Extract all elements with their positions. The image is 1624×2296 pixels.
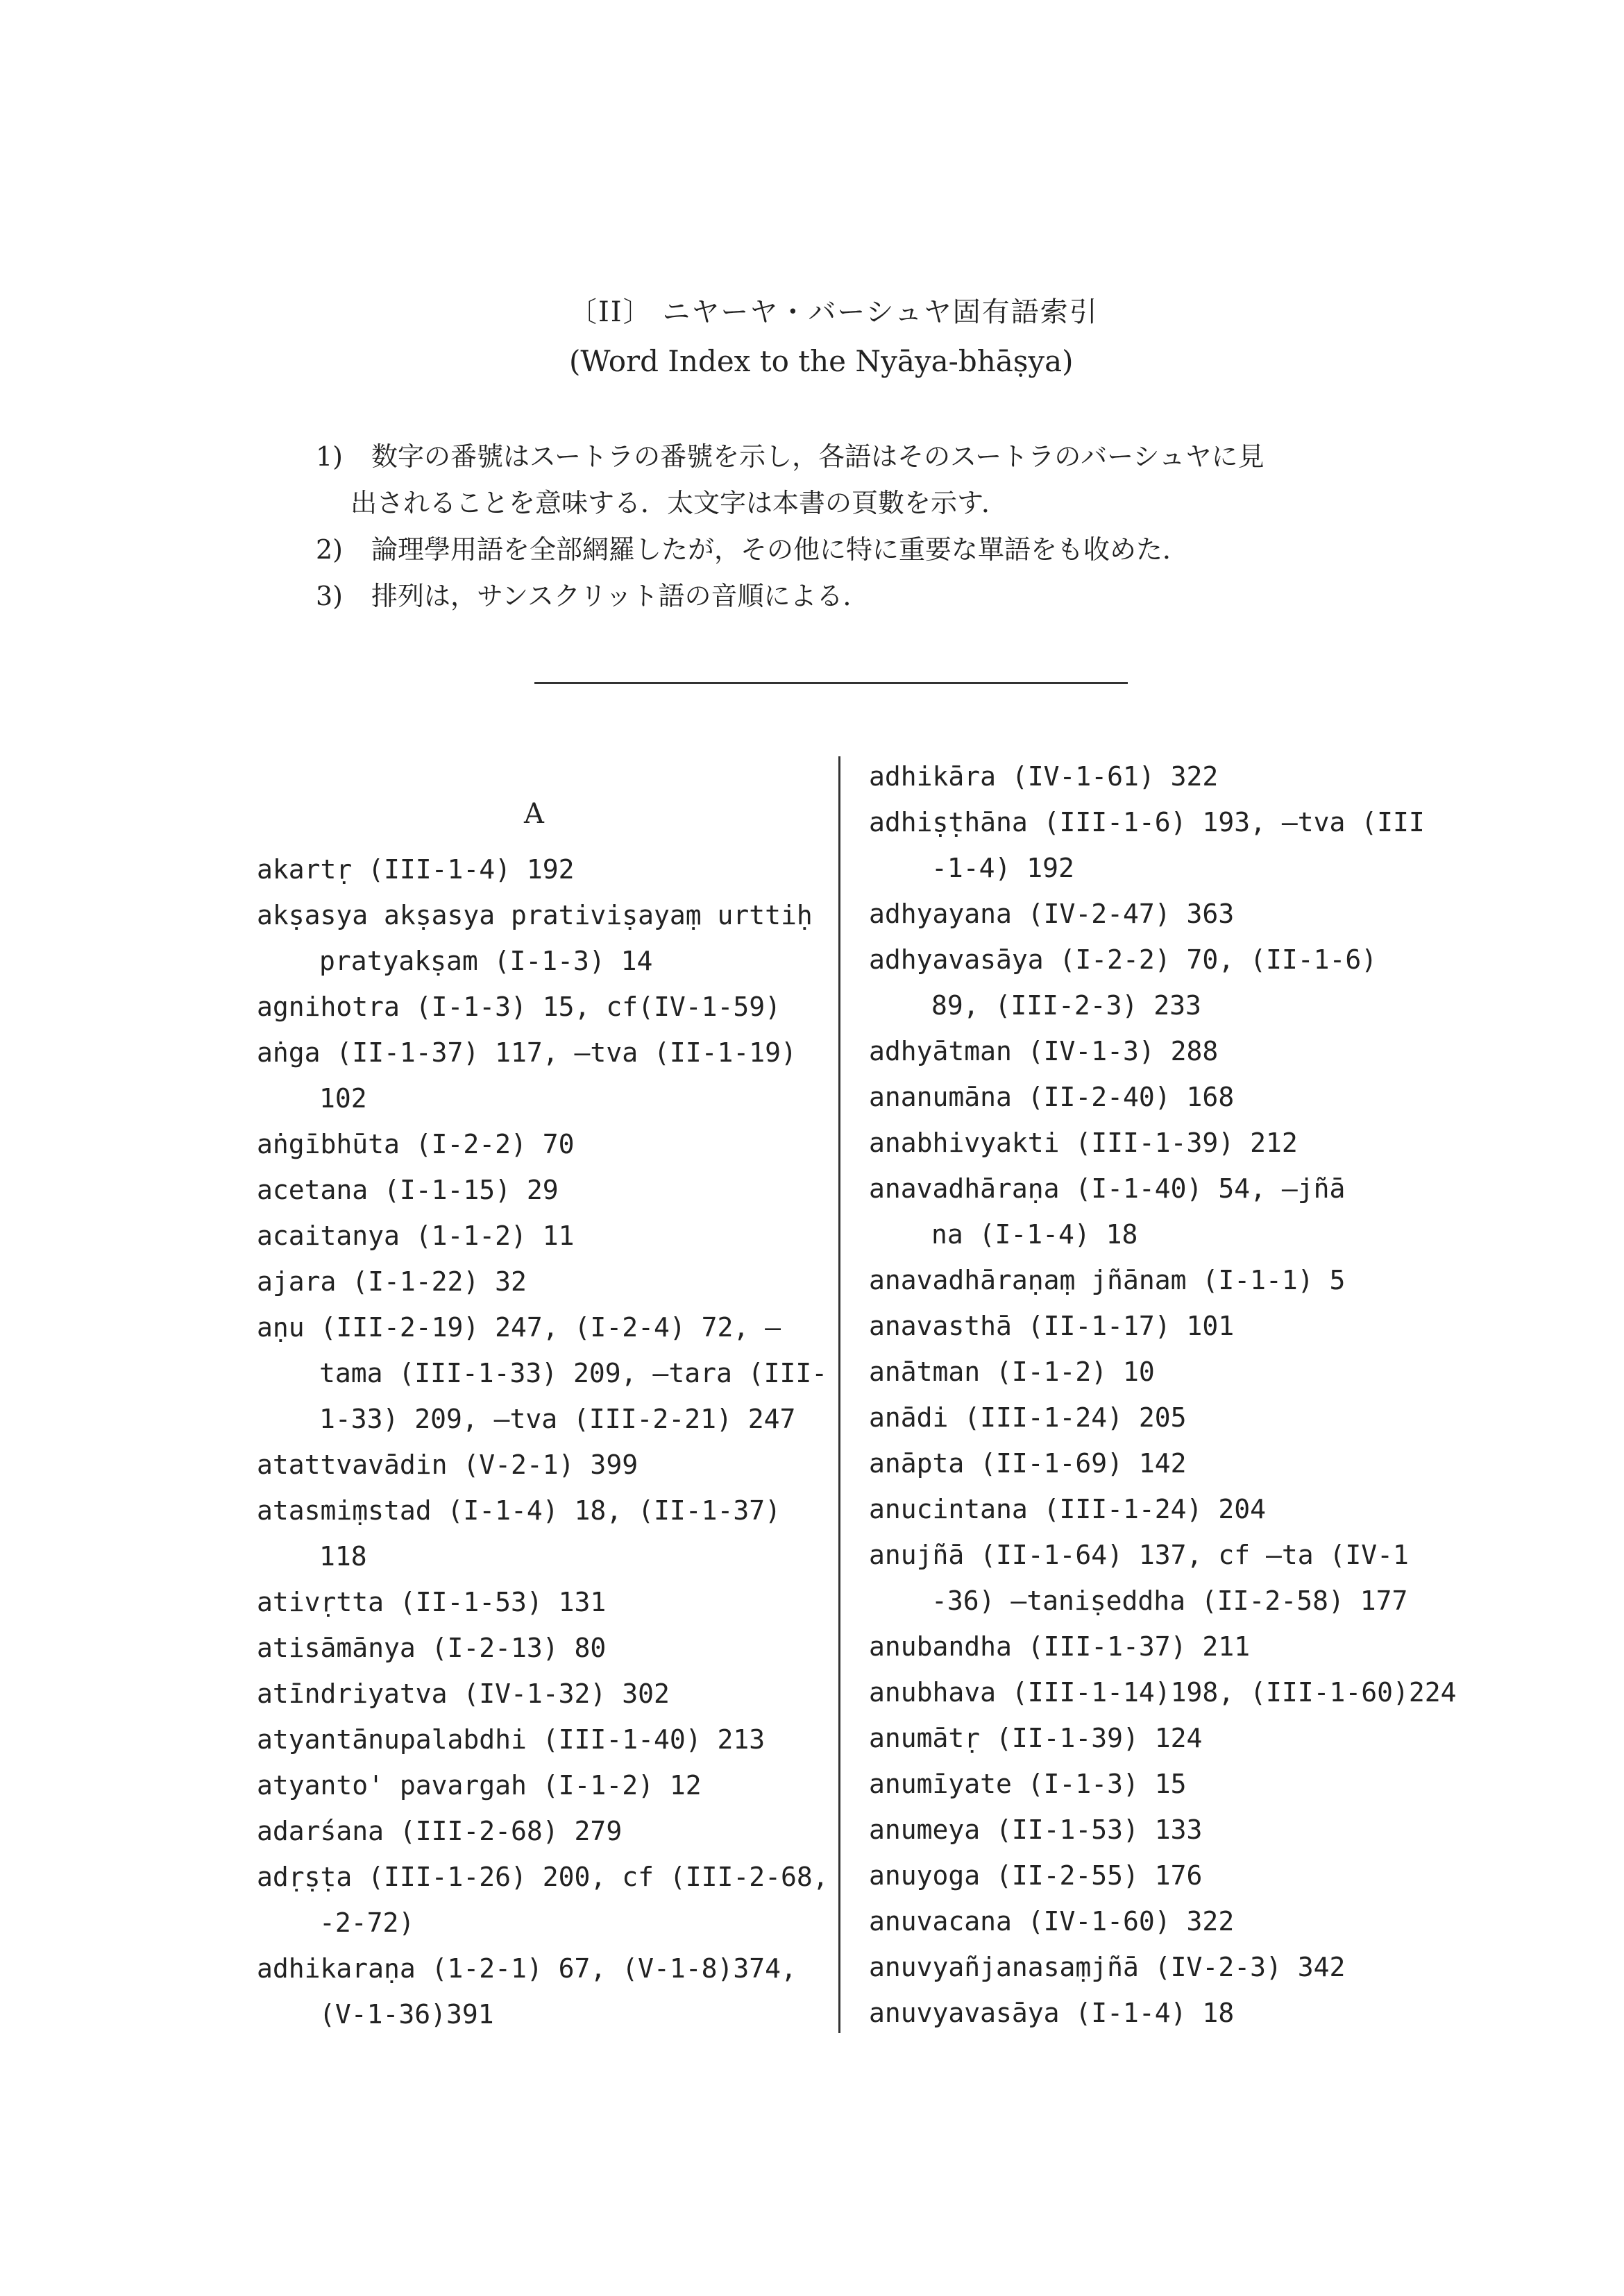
index-entry-line: (V-1-36)391 xyxy=(319,1999,494,2030)
note-text: 論理學用語を全部網羅したが，その他に特に重要な單語をも收めた． xyxy=(371,534,1190,565)
index-entry xyxy=(869,1898,1445,1944)
index-entry-line: atasmiṃstad (I-1-4) 18, (II-1-37) xyxy=(257,1495,781,1526)
index-entry xyxy=(869,1395,1445,1440)
index-entry-line: acetana (I-1-15) 29 xyxy=(257,1175,559,1205)
index-entry-line: adhyayana (IV-2-47) 363 xyxy=(869,899,1235,929)
index-entry-line: -1-4) 192 xyxy=(931,853,1074,883)
index-entry xyxy=(869,1761,1445,1807)
index-entry-line: atīndriyatva (IV-1-32) 302 xyxy=(257,1678,670,1709)
index-entry-line: adhikāra (IV-1-61) 322 xyxy=(869,761,1219,792)
index-entry xyxy=(257,1808,819,1854)
index-entry-line: ativṛtta (II-1-53) 131 xyxy=(257,1587,607,1617)
index-entry-line: acaitanya (1-1-2) 11 xyxy=(257,1221,575,1251)
note-number: 1) xyxy=(316,441,344,472)
index-entry-line: anavadhāraṇaṃ jñānam (I-1-1) 5 xyxy=(869,1265,1346,1295)
index-entry-line: tama (III-1-33) 209, —tara (III- xyxy=(319,1358,828,1388)
index-entry xyxy=(869,799,1445,891)
section-letter: A xyxy=(524,798,544,830)
index-entry xyxy=(869,1532,1445,1624)
index-entry xyxy=(869,1807,1445,1853)
note-line xyxy=(316,480,1440,527)
index-entry-line: anāpta (II-1-69) 142 xyxy=(869,1448,1187,1479)
index-entry-line: -2-72) xyxy=(319,1907,415,1938)
index-entry xyxy=(257,847,819,892)
index-entry-line: anātman (I-1-2) 10 xyxy=(869,1357,1155,1387)
explanatory-notes xyxy=(316,434,1440,620)
index-entry xyxy=(257,1717,819,1762)
index-entry-line: atattvavādin (V-2-1) 399 xyxy=(257,1449,638,1480)
index-entry xyxy=(257,1304,828,1442)
note-text: 数字の番號はスートラの番號を示し，各語はそのスートラのバーシュヤに見 xyxy=(371,441,1264,472)
index-entry xyxy=(869,1074,1445,1120)
index-entry-line: aṇu (III-2-19) 247, (I-2-4) 72, — xyxy=(257,1312,781,1343)
index-entry xyxy=(869,1166,1445,1257)
index-entry xyxy=(257,1167,819,1213)
index-entry-line: akṣasya akṣasya prativiṣayaṃ urttiḥ xyxy=(257,900,813,930)
index-entry xyxy=(257,1625,819,1671)
index-entry-line: atisāmānya (I-2-13) 80 xyxy=(257,1633,607,1663)
index-entry-line: na (I-1-4) 18 xyxy=(931,1219,1138,1250)
index-entry xyxy=(257,1030,819,1121)
index-entry-line: anuyoga (II-2-55) 176 xyxy=(869,1860,1203,1891)
index-title-japanese: 〔II〕 ニヤーヤ・バーシュヤ固有語索引 xyxy=(569,296,1099,328)
index-entry-line: anumīyate (I-1-3) 15 xyxy=(869,1769,1187,1799)
index-entry-line: anumeya (II-1-53) 133 xyxy=(869,1814,1203,1845)
index-entry-line: pratyakṣam (I-1-3) 14 xyxy=(319,946,653,976)
note-line xyxy=(316,527,1440,573)
index-entry xyxy=(869,1028,1445,1074)
index-entry-line: anubandha (III-1-37) 211 xyxy=(869,1631,1251,1662)
index-entry-line: atyantānupalabdhi (III-1-40) 213 xyxy=(257,1724,766,1755)
index-entry xyxy=(257,1213,819,1259)
index-entry-line: aṅga (II-1-37) 117, —tva (II-1-19) xyxy=(257,1037,797,1068)
index-entry xyxy=(257,1442,819,1488)
index-entry xyxy=(869,1486,1445,1532)
index-entry xyxy=(869,1120,1445,1166)
index-entry xyxy=(869,1669,1457,1715)
index-entry xyxy=(869,1440,1445,1486)
index-entry xyxy=(869,891,1445,937)
note-number: 3) xyxy=(316,581,344,611)
index-entry-line: 89, (III-2-3) 233 xyxy=(931,990,1201,1021)
left-index-column xyxy=(257,847,829,2037)
index-entry-line: anabhivyakti (III-1-39) 212 xyxy=(869,1128,1298,1158)
index-entry-line: anucintana (III-1-24) 204 xyxy=(869,1494,1266,1524)
index-entry xyxy=(257,892,819,984)
index-entry-line: adhyavasāya (I-2-2) 70, (II-1-6) xyxy=(869,944,1378,975)
index-entry xyxy=(257,1121,819,1167)
index-entry xyxy=(869,1624,1445,1669)
index-entry-line: anuvyañjanasaṃjñā (IV-2-3) 342 xyxy=(869,1952,1346,1982)
index-entry xyxy=(869,1944,1445,1990)
index-entry xyxy=(257,984,819,1030)
index-entry-line: adhyātman (IV-1-3) 288 xyxy=(869,1036,1219,1066)
index-entry-line: anuvacana (IV-1-60) 322 xyxy=(869,1906,1235,1937)
horizontal-rule xyxy=(534,682,1128,684)
index-entry xyxy=(869,937,1445,1028)
index-entry xyxy=(869,1257,1445,1303)
index-entry-line: 102 xyxy=(319,1083,367,1114)
index-entry-line: akartṛ (III-1-4) 192 xyxy=(257,854,575,885)
index-entry-line: aṅgībhūta (I-2-2) 70 xyxy=(257,1129,575,1159)
index-entry-line: anujñā (II-1-64) 137, cf —ta (IV-1 xyxy=(869,1540,1409,1570)
note-line xyxy=(316,434,1440,480)
index-title-english: (Word Index to the Nyāya-bhāṣya) xyxy=(569,344,1074,378)
note-text: 排列は，サンスクリット語の音順による． xyxy=(371,581,870,611)
index-entry xyxy=(869,1990,1445,2036)
index-entry xyxy=(869,1715,1445,1761)
note-number: 2) xyxy=(316,534,344,565)
note-text: 出されることを意味する．太文字は本書の頁數を示す． xyxy=(350,488,1008,518)
index-entry-line: -36) —taniṣeddha (II-2-58) 177 xyxy=(931,1585,1408,1616)
index-entry-line: agnihotra (I-1-3) 15, cf(IV-1-59) xyxy=(257,992,781,1022)
right-index-column xyxy=(869,754,1457,2036)
index-entry-line: adarśana (III-2-68) 279 xyxy=(257,1816,623,1846)
index-entry-line: anuvyavasāya (I-1-4) 18 xyxy=(869,1998,1235,2028)
index-entry xyxy=(869,1853,1445,1898)
note-line xyxy=(316,573,1440,620)
index-entry xyxy=(869,1303,1445,1349)
index-entry xyxy=(257,1259,819,1304)
index-entry-line: anumātṛ (II-1-39) 124 xyxy=(869,1723,1203,1753)
index-entry-line: ananumāna (II-2-40) 168 xyxy=(869,1082,1235,1112)
index-entry-line: adṛṣṭa (III-1-26) 200, cf (III-2-68, xyxy=(257,1862,829,1892)
index-entry xyxy=(257,1579,819,1625)
index-entry-line: adhiṣṭhāna (III-1-6) 193, —tva (III xyxy=(869,807,1425,837)
index-entry-line: ajara (I-1-22) 32 xyxy=(257,1266,527,1297)
index-entry-line: anādi (III-1-24) 205 xyxy=(869,1402,1187,1433)
column-divider xyxy=(838,756,840,2033)
index-entry-line: adhikaraṇa (1-2-1) 67, (V-1-8)374, xyxy=(257,1953,797,1984)
index-entry-line: 118 xyxy=(319,1541,367,1572)
index-entry xyxy=(257,1671,819,1717)
index-entry xyxy=(257,1854,829,1946)
index-entry xyxy=(257,1762,819,1808)
index-entry-line: atyanto' pavargah (I-1-2) 12 xyxy=(257,1770,702,1801)
index-entry xyxy=(257,1488,819,1579)
index-entry-line: anubhava (III-1-14)198, (III-1-60)224 xyxy=(869,1677,1457,1708)
index-entry-line: anavadhāraṇa (I-1-40) 54, —jñā xyxy=(869,1173,1346,1204)
index-entry xyxy=(257,1946,819,2037)
index-entry-line: 1-33) 209, —tva (III-2-21) 247 xyxy=(319,1404,796,1434)
index-entry xyxy=(869,754,1445,799)
index-entry-line: anavasthā (II-1-17) 101 xyxy=(869,1311,1235,1341)
index-entry xyxy=(869,1349,1445,1395)
